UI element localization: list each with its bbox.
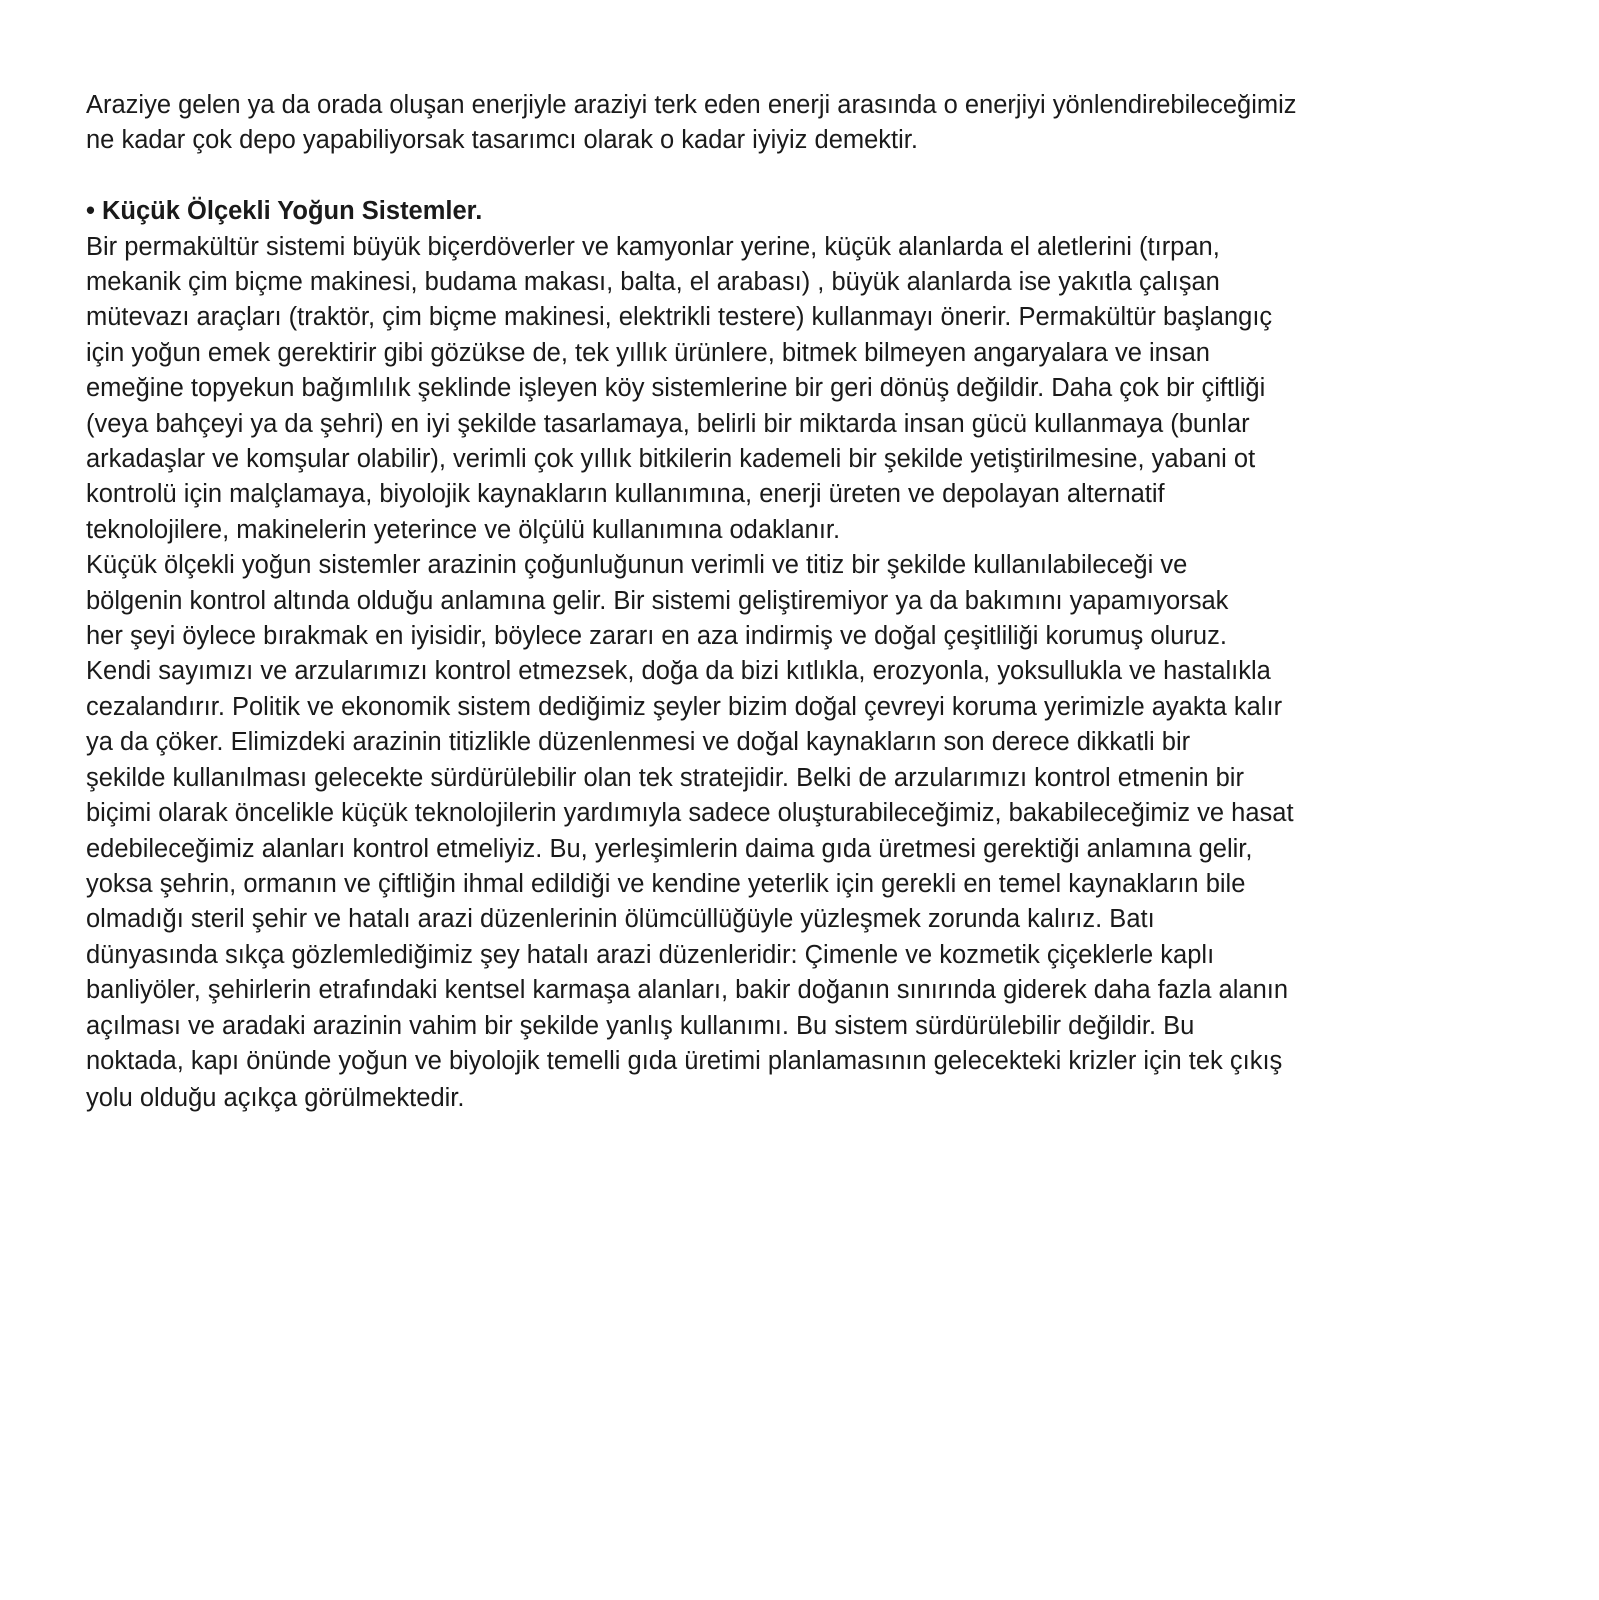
- text-line: emeğine topyekun bağımlılık şeklinde işleyen köy sistemlerine bir geri dönüş değildir. Daha çok bir çiftliği: [86, 374, 1266, 403]
- text-line: (veya bahçeyi ya da şehri) en iyi şekilde tasarlamaya, belirli bir miktarda insan gücü kullanmaya (bunlar: [86, 409, 1250, 438]
- text-line: ya da çöker. Elimizdeki arazinin titizlikle düzenlenmesi ve doğal kaynakların son derece dikkatli bir: [86, 728, 1191, 757]
- text-line: yolu olduğu açıkça görülmektedir.: [86, 1084, 465, 1113]
- intro-paragraph: [86, 88, 1526, 159]
- text-line: mütevazı araçları (traktör, çim biçme makinesi, elektrikli testere) kullanmayı önerir. Permakültür başlangıç: [86, 303, 1273, 332]
- text-line: yoksa şehrin, ormanın ve çiftliğin ihmal edildiği ve kendine yeterlik için gerekli en temel kaynakların bile: [86, 869, 1246, 898]
- body-paragraph: [86, 230, 1526, 1117]
- text-line: olmadığı steril şehir ve hatalı arazi düzenlerinin ölümcüllüğüyle yüzleşmek zorunda kalırız. Batı: [86, 905, 1155, 934]
- text-line: şekilde kullanılması gelecekte sürdürülebilir olan tek stratejidir. Belki de arzularımızı kontrol etmenin bir: [86, 763, 1244, 792]
- text-line: ne kadar çok depo yapabiliyorsak tasarımcı olarak o kadar iyiyiz demektir.: [86, 126, 918, 155]
- text-line: her şeyi öylece bırakmak en iyisidir, böylece zararı en aza indirmiş ve doğal çeşitliliği korumuş oluruz.: [86, 622, 1227, 651]
- text-line: arkadaşlar ve komşular olabilir), verimli çok yıllık bitkilerin kademeli bir şekilde yetiştirilmesine, yabani ot: [86, 445, 1256, 474]
- text-line: teknolojilere, makinelerin yeterince ve ölçülü kullanımına odaklanır.: [86, 515, 841, 544]
- paragraph-gap: [86, 159, 1526, 194]
- text-line: mekanik çim biçme makinesi, budama makası, balta, el arabası) , büyük alanlarda ise yakıtla çalışan: [86, 268, 1220, 297]
- text-line: için yoğun emek gerektirir gibi gözükse de, tek yıllık ürünlere, bitmek bilmeyen angaryalara ve insan: [86, 338, 1210, 367]
- text-line: banliyöler, şehirlerin etrafındaki kentsel karmaşa alanları, bakir doğanın sınırında giderek daha fazla alanın: [86, 976, 1289, 1005]
- document-page: [86, 88, 1526, 1117]
- text-line: edebileceğimiz alanları kontrol etmeliyiz. Bu, yerleşimlerin daima gıda üretmesi gerektiği anlamına gelir,: [86, 834, 1253, 863]
- text-line: kontrolü için malçlamaya, biyolojik kaynakların kullanımına, enerji üreten ve depolayan alternatif: [86, 480, 1165, 509]
- text-line: Araziye gelen ya da orada oluşan enerjiyle araziyi terk eden enerji arasında o enerjiyi yönlendirebileceğimiz: [86, 91, 1297, 119]
- text-line: Bir permakültür sistemi büyük biçerdöverler ve kamyonlar yerine, küçük alanlarda el aletlerini (tırpan,: [86, 232, 1220, 261]
- text-line: Kendi sayımızı ve arzularımızı kontrol etmezsek, doğa da bizi kıtlıkla, erozyonla, yoksullukla ve hastalıkla: [86, 657, 1271, 686]
- text-line: biçimi olarak öncelikle küçük teknolojilerin yardımıyla sadece oluşturabileceğimiz, bakabileceğimiz ve hasat: [86, 799, 1294, 828]
- text-line: Küçük ölçekli yoğun sistemler arazinin çoğunluğunun verimli ve titiz bir şekilde kullanılabileceği ve: [86, 551, 1188, 580]
- text-line: açılması ve aradaki arazinin vahim bir şekilde yanlış kullanımı. Bu sistem sürdürülebilir değildir. Bu: [86, 1011, 1195, 1040]
- section-heading: • Küçük Ölçekli Yoğun Sistemler.: [86, 197, 483, 226]
- text-line: noktada, kapı önünde yoğun ve biyolojik temelli gıda üretimi planlamasının gelecekteki krizler için tek çıkış: [86, 1046, 1283, 1075]
- text-line: bölgenin kontrol altında olduğu anlamına gelir. Bir sistemi geliştiremiyor ya da bakımını yapamıyorsak: [86, 586, 1229, 615]
- text-line: cezalandırır. Politik ve ekonomik sistem dediğimiz şeyler bizim doğal çevreyi koruma yerimizle ayakta kalır: [86, 692, 1283, 721]
- text-line: dünyasında sıkça gözlemlediğimiz şey hatalı arazi düzenleridir: Çimenle ve kozmetik çiçeklerle kaplı: [86, 940, 1215, 969]
